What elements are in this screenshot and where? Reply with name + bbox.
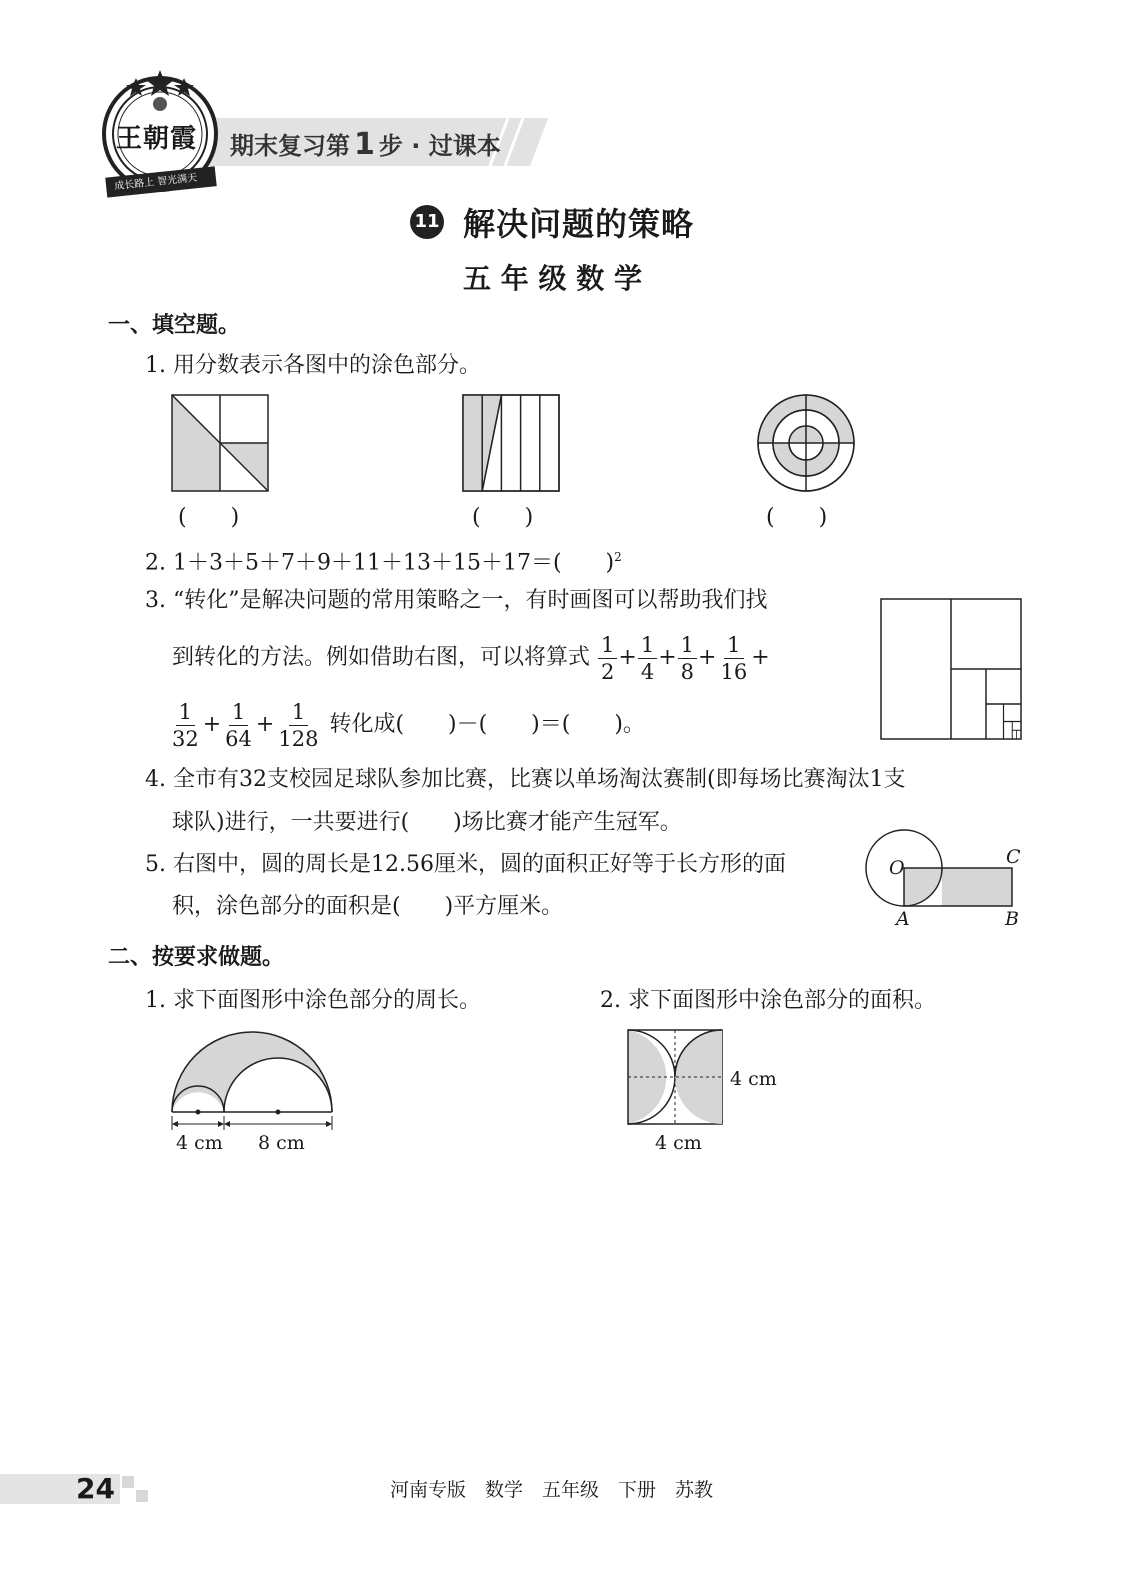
page-title: 解决问题的策略 (463, 205, 695, 243)
q3-figure-halving-square (881, 599, 1023, 741)
fraction-1-128: $\frac{1}{128}$ (278, 699, 319, 751)
fraction-1-2: $\frac{1}{2}$ (598, 632, 617, 685)
s2-q2-dim-side: 4 cm (730, 1068, 777, 1090)
lesson-badge (410, 205, 444, 239)
plus-sign: + (658, 645, 677, 670)
q3-line1: 3. “转化”是解决问题的常用策略之一，有时画图可以帮助我们找 (145, 588, 768, 613)
fraction-1-64: $\frac{1}{64}$ (225, 699, 252, 751)
footer-bar (0, 1474, 148, 1504)
q1-answer-blank-3[interactable]: ( ) (766, 505, 828, 530)
banner-prefix: 期末复习第 (230, 132, 350, 160)
header-banner (178, 118, 548, 166)
q1-figure-concentric-circles (756, 393, 856, 493)
q2-text (145, 542, 622, 578)
s2-q2-figure-square-arcs (628, 1030, 724, 1126)
q4-line1: 4. 全市有32支校园足球队参加比赛，比赛以单场淘汰赛制(即每场比赛淘汰1支 (145, 767, 906, 792)
label-b: B (1005, 908, 1019, 930)
s2-q1-dim-4cm: 4 cm (176, 1132, 223, 1154)
q3-line2-text: 到转化的方法。例如借助右图，可以将算式 (172, 645, 591, 670)
q5-line2: 积，涂色部分的面积是( )平方厘米。 (172, 894, 564, 919)
label-c: C (1006, 846, 1021, 868)
footer-squares (122, 1476, 148, 1502)
fraction-1-4: $\frac{1}{4}$ (638, 632, 657, 685)
fraction-1-16: $\frac{1}{16}$ (720, 632, 748, 684)
section2-heading: 二、按要求做题。 (108, 945, 285, 970)
section1-heading: 一、填空题。 (108, 313, 241, 338)
logo-slogan: 成长路上 智光满天 (113, 172, 198, 193)
banner-suffix: 步 · 过课本 (378, 132, 501, 160)
q1-answer-blank-2[interactable]: ( ) (472, 505, 534, 530)
label-a: A (896, 908, 910, 930)
banner-text (230, 126, 501, 162)
logo-name: 王朝霞 (116, 124, 198, 154)
lesson-number: 11 (414, 211, 440, 232)
label-o: O (889, 857, 905, 879)
plus-sign: + (255, 712, 275, 737)
s2-q1-dim-8cm: 8 cm (258, 1132, 305, 1154)
banner-step-number: 1 (354, 127, 375, 162)
q3-line2 (172, 628, 770, 688)
q1-figure-square-triangles (172, 395, 268, 491)
plus-sign: + (202, 712, 222, 737)
q1-figure-strips (463, 395, 559, 491)
q1-answer-blank-1[interactable]: ( ) (178, 505, 240, 530)
q1-text: 1. 用分数表示各图中的涂色部分。 (145, 353, 481, 378)
page-subtitle: 五 年 级 数 学 (463, 262, 642, 295)
fraction-1-8: $\frac{1}{8}$ (678, 632, 697, 685)
fraction-1-32: $\frac{1}{32}$ (172, 699, 199, 751)
q5-line1: 5. 右图中，圆的周长是12.56厘米，圆的面积正好等于长方形的面 (145, 852, 786, 877)
q2-exponent: 2 (614, 550, 622, 564)
footer-edition: 河南专版 数学 五年级 下册 苏教 (390, 1479, 714, 1501)
q4-line2: 球队)进行，一共要进行( )场比赛才能产生冠军。 (172, 810, 682, 835)
s2-q1-figure-semicircles (170, 1030, 336, 1140)
plus-sign: + (751, 645, 770, 670)
q2-equation: 2. 1＋3＋5＋7＋9＋11＋13＋15＋17＝( ) (145, 550, 615, 576)
page-number: 24 (76, 1472, 115, 1505)
brand-logo (100, 68, 222, 200)
plus-sign: + (698, 645, 717, 670)
s2-q2-text: 2. 求下面图形中涂色部分的面积。 (600, 988, 936, 1013)
s2-q1-text: 1. 求下面图形中涂色部分的周长。 (145, 988, 481, 1013)
q3-answer-blanks[interactable]: 转化成( )－( )＝( )。 (329, 712, 645, 737)
plus-sign: + (618, 645, 637, 670)
s2-q2-dim-bottom: 4 cm (655, 1132, 702, 1154)
q3-line3 (168, 695, 645, 755)
